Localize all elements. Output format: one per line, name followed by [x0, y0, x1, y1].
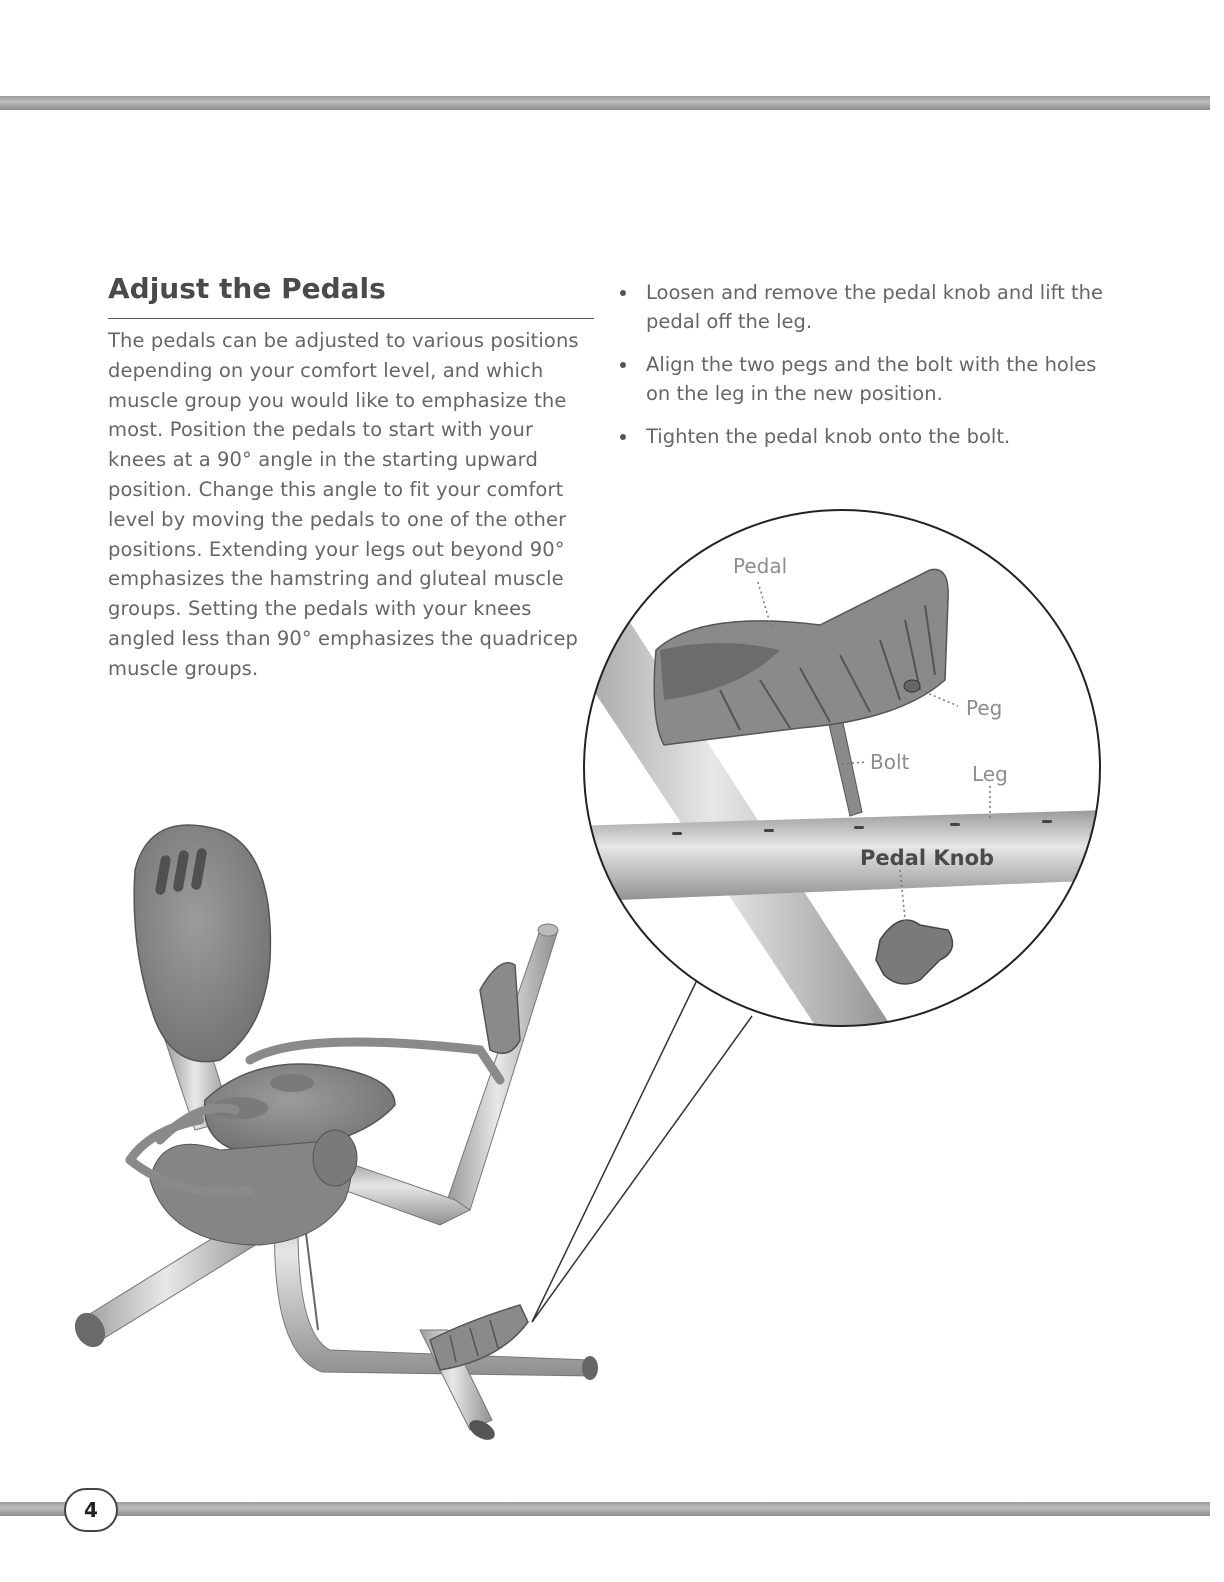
callout-peg: Peg: [966, 696, 1003, 720]
leader-line: [532, 1016, 752, 1322]
bottom-rule-left: [0, 1502, 70, 1516]
page-number: 4: [64, 1488, 118, 1532]
bottom-rule: [100, 1502, 1210, 1516]
callout-pedal: Pedal: [733, 554, 788, 578]
step-text: Align the two pegs and the bolt with the holes on the leg in the new position.: [646, 353, 1097, 405]
callout-pedal-knob: Pedal Knob: [860, 846, 995, 870]
section-body: The pedals can be adjusted to various positions depending on your comfort level, and which muscle group you would like to emphasize the most. Position the pedals to start with your knees at a 90° angle in the starting upward position. Change this angle to fit your comfort level by moving the pedals to one of the other positions. Extending your legs out beyond 90° emphasizes the hamstring and gluteal muscle groups. Setting the pedals with your knees angled less than 90° emphasizes the quadricep muscle groups.: [108, 329, 579, 680]
section-title: Adjust the Pedals: [108, 272, 386, 305]
leader-line: [532, 978, 698, 1322]
step-text: Loosen and remove the pedal knob and lift the pedal off the leg.: [646, 281, 1103, 333]
upper-pedal: [480, 963, 520, 1054]
step-text: Tighten the pedal knob onto the bolt.: [646, 425, 1011, 448]
callout-bolt: Bolt: [870, 750, 910, 774]
callout-leg: Leg: [972, 762, 1008, 786]
